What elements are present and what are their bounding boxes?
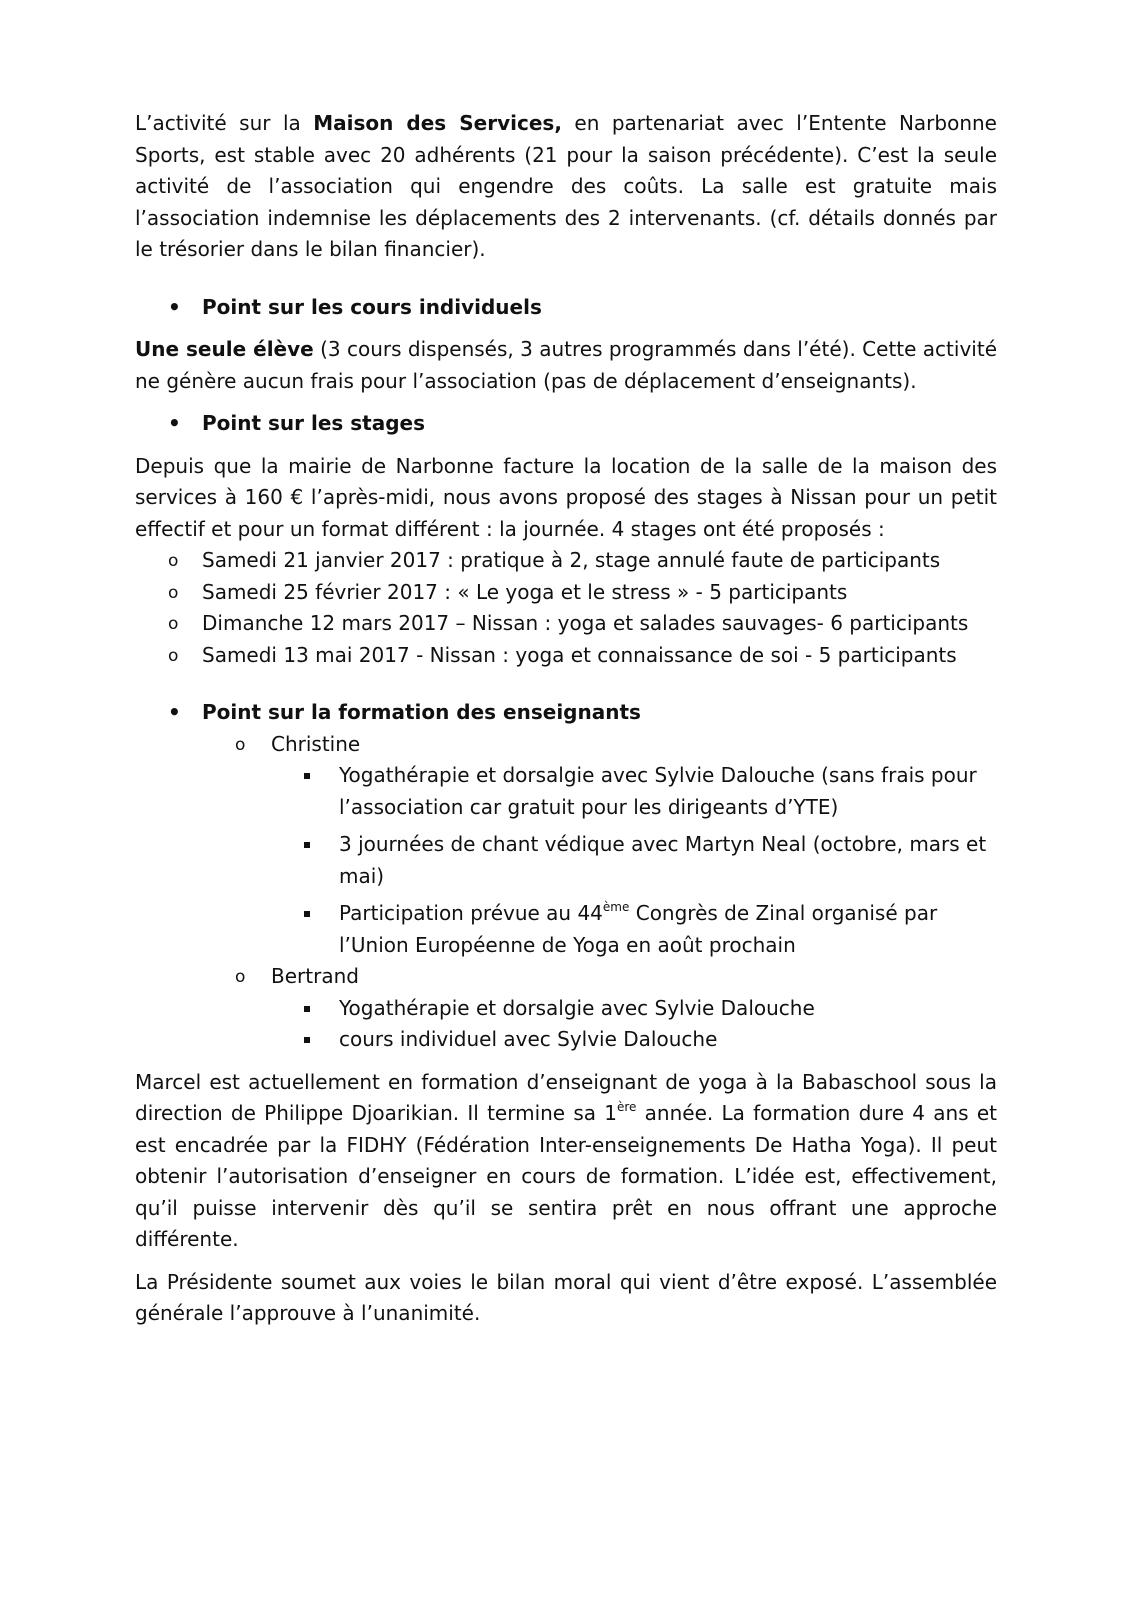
paragraph-cours-individuels: Une seule élève (3 cours dispensés, 3 autres programmés dans l’été). Cette activité ne génère aucun frais pour l’association (pas de déplacement d’enseignants). bbox=[135, 337, 997, 393]
paragraph-maison-des-services: L’activité sur la Maison des Services, en partenariat avec l’Entente Narbonne Sports, est stable avec 20 adhérents (21 pour la saison précédente). C’est la seule activité de l’association qui engendre des coûts. La salle est gratuite mais l’association indemnise les déplacements des 2 intervenants. (cf. détails donnés par le trésorier dans le bilan financier). bbox=[135, 111, 997, 261]
stage-item: o Samedi 13 mai 2017 - Nissan : yoga et connaissance de soi - 5 participants bbox=[135, 640, 997, 672]
heading-formation-enseignants: • Point sur la formation des enseignants bbox=[135, 697, 997, 729]
bertrand-training-item: Yogathérapie et dorsalgie avec Sylvie Dalouche bbox=[135, 993, 997, 1025]
stage-item: o Dimanche 12 mars 2017 – Nissan : yoga et salades sauvages- 6 participants bbox=[135, 608, 997, 640]
paragraph-closing: La Présidente soumet aux voies le bilan moral qui vient d’être exposé. L’assemblée générale l’approuve à l’unanimité. bbox=[135, 1269, 997, 1325]
stage-item: o Samedi 21 janvier 2017 : pratique à 2, stage annulé faute de participants bbox=[135, 545, 997, 577]
stage-item: o Samedi 25 février 2017 : « Le yoga et le stress » - 5 participants bbox=[135, 577, 997, 609]
teacher-christine: o Christine bbox=[135, 729, 997, 761]
christine-training-item: Participation prévue au 44ème Congrès de Zinal organisé par l’Union Européenne de Yoga en août prochain bbox=[135, 898, 997, 961]
teacher-bertrand: o Bertrand bbox=[135, 961, 997, 993]
bertrand-training-item: cours individuel avec Sylvie Dalouche bbox=[135, 1024, 997, 1056]
document-page bbox=[135, 108, 997, 1330]
maison-des-services-bold: Maison des Services, bbox=[313, 111, 562, 135]
paragraph-stages: Depuis que la mairie de Narbonne facture la location de la salle de la maison des services à 160 € l’après-midi, nous avons proposé des stages à Nissan pour un petit effectif et pour un format différent : la journée. 4 stages ont été proposés : bbox=[135, 453, 997, 541]
christine-training-item: 3 journées de chant védique avec Martyn Neal (octobre, mars et mai) bbox=[135, 829, 997, 892]
heading-cours-individuels: • Point sur les cours individuels bbox=[135, 292, 997, 324]
paragraph-marcel: Marcel est actuellement en formation d’enseignant de yoga à la Babaschool sous la direction de Philippe Djoarikian. Il termine sa 1ère année. La formation dure 4 ans et est encadrée par la FIDHY (Fédération Inter-enseignements De Hatha Yoga). Il peut obtenir l’autorisation d’enseigner en cours de formation. L’idée est, effectivement, qu’il puisse intervenir dès qu’il se sentira prêt en nous offrant une approche différente. bbox=[135, 1069, 997, 1251]
stages-list bbox=[135, 545, 997, 671]
seule-eleve-bold: Une seule élève bbox=[135, 337, 314, 361]
heading-stages: • Point sur les stages bbox=[135, 408, 997, 440]
christine-training-item: Yogathérapie et dorsalgie avec Sylvie Dalouche (sans frais pour l’association car gratuit pour les dirigeants d’YTE) bbox=[135, 760, 997, 823]
